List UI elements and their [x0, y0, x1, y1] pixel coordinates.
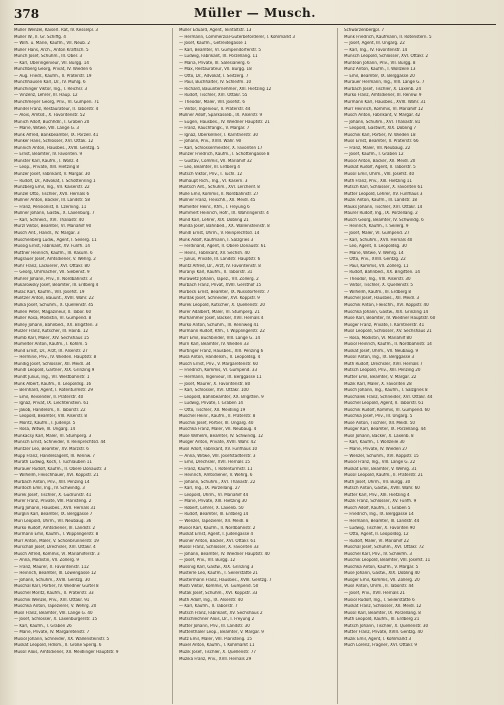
directory-entry: Munsch Ernst, Schneider, V. Reinprechtsd. 44: [14, 440, 106, 446]
directory-entry: — Alois, Amtsd., X. Favoritenstr. 52: [14, 113, 86, 119]
directory-entry: — Leo, Beamter, III. Erdberg 4: [179, 165, 240, 171]
directory-entry: — Karl, Ing., IX. Porzellang. 27: [179, 486, 241, 492]
directory-entry: Mutsch Karl, Schlosser, X. Favoriten 61: [344, 185, 423, 191]
directory-entry: Mukarowsky Josef, Beamter, III. Erdberg 4: [14, 283, 99, 289]
directory-entry: Münch Josef, Schuhm., III. Ober. 3: [14, 54, 83, 60]
directory-entry: Muschal Josef, Schuhm., XVI. Ottakr. 72: [344, 545, 424, 551]
directory-entry: — Maria, Private, III. Salesianerg. 6: [179, 60, 250, 66]
directory-entry: — Rudolf, Bahnbed., XX. Brigitten. 14: [344, 270, 420, 276]
directory-entry: Murer Franz, Private, VIII. Piaristeng. 2: [14, 499, 92, 505]
directory-entry: Murmann Emil, Kaufm., I. Wipplingerstr. 8: [14, 532, 99, 538]
directory-entry: Muskat Ernst, Agent, I. Judengasse 4: [179, 532, 254, 538]
directory-columns: [14, 28, 496, 704]
directory-entry: Mulitsch Ant., Schuhm., XVI. Lerchenf. 8: [179, 185, 260, 191]
directory-entry: Musger Anton, Private, XVIII. Währ. 42: [179, 440, 256, 446]
directory-entry: — Josef, Schlosser, X. Laxenburgerstr. 15: [14, 617, 98, 623]
directory-entry: Murmann Rudolf, Kfm., I. Wipplingerstr. 22: [179, 329, 265, 335]
directory-entry: — Ludwig, Fabrikant, IX. Porzellang. 11: [179, 54, 258, 60]
directory-entry: Musil Leopold, Schlosser, XV. Sechshaus 21: [344, 329, 432, 335]
directory-entry: Muzik Franz, Schlosser, XV. Fünfh. 9: [344, 499, 417, 505]
directory-entry: Muschka Franz, Maler, VII. Neubaug. 4: [179, 427, 257, 433]
directory-entry: — Richard, Bauunternehmer, XIII. Hietzing 12: [179, 86, 272, 92]
directory-entry: Musch Alfred, Kommis, VI. Mariahilferstr. 3: [14, 551, 100, 557]
directory-entry: Murtinger Franz, Hausbes., XIII. Penzing 6: [179, 348, 264, 354]
directory-entry: Murauer Rudolf, Kaufm., II. Obere Donaustr. 3: [14, 466, 107, 472]
directory-entry: Muth Rudolf, Drechsler, XVII. Hernals 7: [344, 361, 423, 367]
directory-entry: Münk Alfred, Bankbeamter, IX. Porzell. 41: [14, 132, 99, 138]
directory-entry: — Leopold, Uhrm., VI. Mariahilf 44: [179, 492, 249, 498]
directory-entry: Müller Wenzel, Kaiserl. Rat, IV. Kesselpl. 3: [14, 28, 98, 33]
directory-entry: Mürzl Viktor, Beamter, VI. Mariahilf 90: [14, 224, 92, 230]
directory-entry: — Johann, Schuhm., XVI. Thaliastr. 81: [344, 119, 421, 125]
directory-entry: Muxel Anton, Kaufm., I. Kohlmarkt 11: [179, 643, 255, 649]
directory-entry: — Josef, Maurer, X. Favoritenstr. 80: [179, 381, 251, 387]
directory-entry: Munk Friedrich, Kaufmann, II. Rotenstern. 5: [344, 34, 432, 40]
directory-entry: Musch Ernst, Priv., V. Margaretenstr. 60: [179, 361, 259, 367]
column-right: [344, 28, 496, 704]
directory-entry: — Johann, Beamter, IV. Wiedner Hauptstr. 40: [179, 551, 270, 557]
directory-entry: — Julius, Private, III. Landstr. Hauptstr. 6: [179, 257, 261, 263]
directory-entry: Muller Rosa, Modistin, VI. Gumpend. 8: [14, 316, 92, 322]
directory-entry: — Robert, Lehrer, X. Laxenb. 50: [179, 505, 244, 511]
directory-entry: — Viktor, Tischler, X. Quellenstr. 5: [344, 283, 413, 289]
directory-entry: Murschall Josef, Drechsler, XVI. Ottakr. 4: [14, 545, 96, 551]
directory-entry: Musil Johann, Bäcker, X. Laxenb. 8: [344, 433, 414, 439]
directory-entry: Mutschlechner Alois, Dr., I. Freyung 2: [179, 617, 255, 623]
directory-entry: Mund Ernst, Dr., Arzt, IX. Alserstr. 27: [14, 348, 88, 354]
column-divider: [337, 28, 338, 704]
directory-entry: — Bernhard, Agent, I. Rotenturmstr. 29: [14, 388, 93, 394]
directory-entry: Muskat Leopold, Hdlsm., II. Große Sperlg. 6: [14, 643, 102, 649]
directory-entry: — Franz, Kaufm., I. Rotenturmstr. 11: [179, 466, 253, 472]
directory-entry: — Josef, Priv., VII. Burgg. 12: [179, 558, 236, 564]
directory-entry: — Leop., Private, XIII. Hietzing 8: [14, 165, 79, 171]
directory-entry: Muschalek Franz, Schneider, XVI. Ottakr. 44: [344, 394, 433, 400]
directory-entry: — Heinrich, Amtsdiener, V. Wehrg. 6: [179, 473, 253, 479]
directory-entry: — Hermine, Priv., IV. Wieden. Hauptstr. 8: [14, 355, 97, 361]
directory-entry: — Vinzenz, Lehrer, III. Haup. 12: [14, 93, 78, 99]
directory-entry: — Wenzel, Schuhm., XVI. Koppstr. 15: [344, 453, 419, 459]
directory-entry: — Friedrich, Kommis, VI. Gumpend. 33: [179, 368, 258, 374]
directory-entry: Mutter Franz, Private, XVIII. Gentzg. 40: [344, 630, 423, 636]
directory-entry: Muse Anton, Tischler, XII. Meidl. 50: [344, 420, 415, 426]
directory-entry: — Karl, Kaufm., II. Taborstr. 7: [179, 604, 238, 610]
directory-entry: — Eugen, Hausbes., IV. Wiedner Hauptstr. 21: [179, 119, 270, 125]
directory-entry: Musil Ernst, Beamter, II. Praterstr. 66: [344, 139, 419, 145]
directory-entry: — Johann, Schuhm., XVIII. Gentzg. 30: [14, 577, 90, 583]
directory-entry: Müller W., II. Gr. Schiffg. 4: [14, 34, 67, 40]
directory-entry: Musger Karl, Beamter, IX. Porzellang. 44: [344, 427, 426, 433]
directory-entry: — Wenzel, Tapezierer, XII. Meidl. 8: [179, 519, 249, 525]
directory-entry: Musch Georg, Beamter, IV. Schwindg. 6: [344, 217, 424, 223]
directory-entry: Müller Hans, Arch., Anton Kraftsch. 5: [14, 47, 89, 53]
directory-entry: Mustermann Franz, Hausbes., XVIII. Gentzg. 7: [179, 577, 272, 583]
directory-entry: Müller Eduard, Agent, Teinfaltstr. 13: [179, 28, 252, 33]
directory-entry: Muttenthaler Leop., Beamter, V. Margar. 9: [179, 630, 264, 636]
directory-entry: — Marie, Witwe, V. Wehrg. 14: [344, 250, 404, 256]
directory-entry: — Marie, Private, XIII. Hietzing 30: [179, 499, 247, 505]
directory-entry: Murer Adalbert, Maler, VI. Stumperg. 21: [179, 309, 260, 315]
directory-entry: — Heinrich, Beamter, III. Löwengasse 12: [14, 571, 97, 577]
directory-entry: Muschel Leopold, Agent, II. Taborstr. 61: [344, 401, 424, 407]
directory-entry: Mussil Emil, Uhrm., VIII. Josefst. 40: [344, 172, 415, 178]
directory-entry: Murr Anton, Maler, V. Schönbrunnerstr. 19: [14, 538, 99, 544]
directory-entry: — Moritz, Kaufm., I. Judenpl. 5: [14, 420, 76, 426]
directory-entry: Murek Josef, Tischler, X. Gudrunstr. 41: [14, 492, 92, 498]
directory-entry: Murbach Franz, Privat, XVIII. Gersthof 15: [179, 283, 262, 289]
directory-entry: Mussil Alois, Amtsdiener, XII. Meidlinger Hauptstr. 9: [14, 649, 119, 655]
directory-entry: Musiol Heinrich, Kaufm., II. Nordbahnstr. 14: [344, 342, 432, 348]
directory-entry: Muskat Emil, Beamter, V. Wehrg. 31: [344, 466, 417, 472]
directory-entry: Muhrer Johann, Priv., II. Nordbahnstr. 3: [14, 276, 92, 282]
directory-entry: Muth Franz, Priv., XIII. Hietzing 11: [344, 178, 412, 184]
directory-entry: Müllner Anton, Bäcker, III. Landstr. 58: [14, 198, 90, 204]
directory-entry: Müssig Ernst, Fabrikant, XV. Fünfh. 14: [14, 244, 90, 250]
directory-entry: Mullner Franz, Fleischh., XII. Meidl. 45: [179, 198, 256, 204]
directory-entry: Mussil Karl, Beamter, IX. Porzellang. 8: [344, 610, 421, 616]
directory-entry: — Ignaz, Oberkellner, I. Kärntnerstr. 30: [179, 132, 258, 138]
directory-entry: Muschka Anton, Kaufm., V. Margar. 5: [344, 564, 419, 570]
directory-entry: — Hermann, Commerzial-Güterbeförderer, I. Kohlmarkt 3: [179, 34, 296, 40]
directory-entry: — Theodor, Ing., VIII. Alserstr. 30: [344, 276, 411, 282]
directory-entry: Munz Anton, Kaufm., I. Wollzeile 13: [344, 67, 416, 73]
directory-entry: — Wilh. u. Marie, Kaufm., VII. Neub. 2: [14, 41, 90, 47]
directory-entry: Murri Karl, Beamter, IV. Wieden 33: [179, 342, 249, 348]
directory-entry: Mulhaupt Rich., Ing., VI. Kasern. 3: [179, 178, 248, 184]
directory-entry: Mutz Emil, Maler, VIII. Piaristeng. 15: [179, 636, 252, 642]
directory-entry: — Wilhelm, Kaufm., III. Erdberg 8: [344, 289, 411, 295]
directory-entry: Münchberg Georg, Privat, IV. Wieden 6: [14, 67, 92, 73]
directory-entry: Müttner Heinrich, Kaufm., III. Rasum. 6: [14, 250, 93, 256]
directory-entry: Muri Leopold, Uhrm., VII. Neubaug. 36: [14, 519, 92, 525]
directory-entry: Münker Hans, Schlosser, XVI. Ottak. 12: [14, 139, 94, 145]
directory-entry: Muschel Josef, Hausbes., XII. Meidl. 3: [344, 296, 420, 302]
directory-entry: — Rudolf, Tischler, XVI. Ottakr. 55: [179, 93, 248, 99]
directory-entry: Murdak Josef, Schneider, XVI. Koppstr. 9: [179, 296, 260, 302]
directory-entry: — Viktor, Ingenieur, II. Praterstr. 44: [179, 106, 251, 112]
directory-entry: Murg Johann, Hausbes., XVII. Hernals 31: [14, 505, 96, 511]
directory-entry: Muschik Rudolf, Kommis, VI. Gumpend. 60: [344, 407, 430, 413]
directory-entry: Murbach Josef, Tischler, X. Laxenb. 24: [344, 86, 422, 92]
column-middle: [179, 28, 331, 704]
directory-entry: Münster Karl, Kaufm., I. Wollz. 4: [14, 158, 79, 164]
directory-entry: Muzik Josef, Tischler, X. Quellenstr. 77: [179, 649, 256, 655]
directory-entry: — Anna, Witwe, VIII. Josefstädterstr. 3: [179, 453, 256, 459]
directory-entry: Mundt Julius, Ing., VII. Westbahnstr. 1: [14, 374, 90, 380]
directory-entry: — Otto, Tischler, XII. Meidling 19: [179, 407, 246, 413]
directory-entry: Musterle Leo, Kaufm., I. Seilerstätte 21: [179, 571, 258, 577]
directory-entry: Mündel Franz, Restaurateur, II. Taborstr. 4: [14, 106, 99, 112]
directory-entry: Münzer Josef, Fabrikant, V. Margar. 30: [14, 172, 91, 178]
directory-entry: Mulitzer Anton, Bauunt., XVIII. Währ. 22: [14, 296, 94, 302]
directory-entry: Muzika Franz, Priv., XVII. Hernals 29: [179, 656, 252, 662]
directory-entry: — Josef, Maler, VI. Gumpend. 27: [344, 230, 410, 236]
directory-entry: Muschal Karl, Portier, IV. Wiedner Gürtel 8: [14, 584, 99, 590]
directory-entry: Münchhausen Karl, Dr., IV. Mühlg. 6: [14, 80, 86, 86]
directory-entry: — Emil, Drechsler, XVII. Hernals 15: [179, 460, 250, 466]
page-number: 378: [14, 7, 40, 21]
directory-entry: — Rosa, Modistin, VI. Mariahilf 80: [344, 335, 412, 341]
directory-entry: Muschel Moritz, Kaufm., II. Praterstr. 33: [14, 591, 94, 597]
directory-entry: Münchinger Viktor, Ing., I. Reichsr. 3: [14, 86, 88, 92]
directory-entry: Mutak Josef, Schuhm., XVI. Koppstr. 33: [179, 591, 258, 597]
directory-entry: Murr Emil, Buchbinder, VIII. Lange G. 14: [179, 335, 261, 341]
directory-entry: Muschka Johann, Gastw., XIX. Grinzing 14: [344, 309, 429, 315]
directory-entry: — Karl, Schneid., XVI. Thaliastr. 40: [14, 217, 84, 223]
directory-entry: Münzel Otto, Tischler, XVII. Hernals 6: [14, 191, 90, 197]
directory-entry: — Jakob, Handelsm., II. Taborstr. 22: [14, 407, 86, 413]
directory-entry: Musch Johann, Ing., Kaufm., I. Salzgries 8: [344, 388, 428, 394]
directory-entry: Mutsch Anton, Gastw., XVIII. Währ. 60: [344, 486, 420, 492]
directory-entry: Mulka Josef, Schuhm., X. Quellenstr. 45: [14, 302, 94, 308]
directory-entry: Mumb Karl, Maler, XIV. Sechshaus 15: [14, 335, 89, 341]
directory-entry: Münzberg Emil, Ing., VII. Kaiserstr. 22: [14, 185, 90, 191]
directory-entry: — Wilhelm, Fleischhauer, XVI. Koppstr. 21: [14, 473, 99, 479]
directory-entry: Mundl Ernst, Uhrm., V. Reinprechtsd. 14: [179, 230, 260, 236]
directory-entry: Mummert Heinrich, Hofr., IX. Währingerstr. 4: [179, 211, 269, 217]
directory-entry: — Friedrich, Ing., IX. Berggasse 14: [344, 512, 414, 518]
directory-entry: Musiol Franz, Ing., VIII. Lange G. 22: [344, 460, 416, 466]
directory-entry: Musti Viktor, Kommis, VI. Gumpend. 50: [179, 584, 259, 590]
directory-entry: Münnich Anton, Hausbes., XVIII. Gentzg. 5: [14, 145, 100, 151]
directory-entry: — Karl, Kaufm., I. Graben 26: [14, 623, 72, 629]
directory-entry: — Otto, Priv., XVIII. Gentzg. 22: [344, 257, 406, 263]
directory-entry: Muzik Emil, Agent, I. Kohlmarkt 3: [344, 636, 412, 642]
directory-entry: Murdoch Emil, Ing., IV. Schwindg. 3: [14, 486, 85, 492]
directory-entry: Murko Franz, Amtsdiener, III. Rennw. 9: [344, 93, 422, 99]
directory-entry: — Johann, Priv., XVIII. Währ. 90: [179, 139, 242, 145]
directory-entry: Much Lorenz, Fragner, XVI. Ottakr. 9: [344, 643, 418, 649]
directory-entry: Mullen Peter, Magazineur, II. Tabor. 60: [14, 309, 92, 315]
directory-entry: — Karl, Ing., IV. Favoritenstr. 14: [344, 47, 408, 53]
directory-entry: — Johann, Schuhm., XVI. Thaliastr. 22: [179, 479, 256, 485]
directory-entry: Munkacsy Karl, Maler, VI. Stumperg. 3: [14, 433, 92, 439]
directory-entry: Müllner Johann, Gastw., X. Laxenburg. 7: [14, 211, 95, 217]
directory-entry: — Franz, Maler, VII. Neubaug. 22: [344, 145, 411, 151]
directory-entry: — Hermann, Ingenieur, IX. Berggasse 11: [179, 374, 262, 380]
directory-entry: — Georg, Uhrmacher, VII. Siebenst. 9: [14, 270, 90, 276]
directory-entry: — Heinrich, Kaufm., I. Seilerg. 9: [344, 224, 409, 230]
directory-entry: — Emil, Beamter, IX. Berggasse 20: [344, 73, 415, 79]
directory-entry: Mugrauer Josef, Amtsdiener, V. Wehrg. 2: [14, 257, 96, 263]
directory-entry: Muskat Franz, Schlosser, XII. Meidl. 12: [344, 604, 422, 610]
directory-entry: — Franz, Pensionist, II. Czerning. 11: [14, 204, 87, 210]
directory-entry: Muschel Heinr., Kaufm., II. Praterstr. 8: [179, 414, 256, 420]
directory-entry: Musiol Johann, Schneider, XX. Wallensteinstr. 5: [14, 636, 110, 642]
directory-entry: — Rudolf, Beamter, III. Erdberg 14: [179, 512, 249, 518]
directory-entry: — Karl, Kaufm., I. Wollzeile 30: [344, 440, 405, 446]
directory-entry: Muzik Anton, Kaufm., III. Landstr. 18: [344, 198, 418, 204]
directory-entry: — Marie, Private, IV. Wieden 27: [344, 447, 408, 452]
column-left: [14, 28, 166, 704]
directory-entry: Muschka Josef, Priv., III. Ungarg. 5: [344, 414, 413, 420]
directory-entry: — Josef, Priv., XVII. Hernals 21: [344, 591, 405, 597]
directory-entry: — Emil, Reisender, II. Praterstr. 40: [14, 394, 84, 400]
directory-entry: Murbach Anton, Priv., XIII. Penzing 14: [14, 479, 90, 485]
directory-entry: Muth Josef, Uhrm., VII. Burgg. 30: [344, 479, 411, 485]
directory-entry: Mundig Josef, Schlosser, XII. Meidl. 34: [14, 361, 91, 367]
directory-entry: Muhr Franz, Lackierer, XVI. Ottakr. 80: [14, 263, 90, 269]
directory-entry: Münchmeyer Georg, Priv., VI. Gumpen. 71: [14, 100, 100, 106]
directory-entry: Muskat Rudolf, Agent, II. Taborstr. 5: [344, 165, 416, 171]
directory-entry: Munsch Leopold, Schlosser, XVI. Ottakr. 2: [344, 54, 429, 60]
directory-entry: — Theodor, Maler, VIII. Josefst. 6: [179, 100, 245, 106]
column-divider: [172, 28, 173, 704]
directory-entry: — Karl, Schlosser, XVI. Ottakr. 100: [179, 388, 249, 394]
directory-entry: Mussil Leopold, Kaufm., II. Praterstr. 21: [344, 473, 423, 479]
directory-entry: — Leo, Agent, II. Leopoldsg. 30: [344, 244, 407, 250]
directory-entry: Musiol Anton, Bäcker, XII. Meidl. 20: [344, 158, 416, 164]
directory-entry: Mundl Leopold, Gärtner, XIX. Grinzing 9: [14, 368, 95, 374]
directory-entry: Murhammer Josef, Bäcker, XVII. Hernals 4: [179, 316, 264, 322]
directory-entry: Mumelter Heinr., Kfm., I. Freyung 6: [179, 204, 250, 210]
directory-entry: Murbeck Ernst, Beamter, IX. Nussdorferstr. 7: [179, 289, 270, 295]
directory-entry: Mutter Leopold, Lehrer, XV. Fünfhaus 3: [344, 191, 423, 197]
directory-entry: Muranyi Karl, Kaufm., II. Taborstr. 31: [179, 270, 253, 276]
directory-entry: Mussil Franz, Schlosser, X. Favoriten 33: [179, 545, 259, 551]
directory-entry: Mutsch Franz, Fabrikant, XV. Sechshaus 2: [179, 610, 263, 616]
directory-entry: Muntz Alfred, Dr., Arzt, IV. Favoritenstr. 8: [179, 263, 261, 269]
directory-entry: Mutsch Johann, Tischler, X. Quellenstr. 30: [344, 623, 429, 629]
directory-entry: Muse Johann, Gastw., XIX. Döbling 40: [344, 571, 420, 577]
directory-entry: Mutter Emil, Beamter, V. Margar. 22: [344, 374, 417, 380]
directory-entry: Mutsch Leopold, Priv., XIII. Penzing 20: [344, 368, 421, 374]
directory-entry: Muzik Karl, Maler, X. Favoriten 28: [344, 381, 412, 387]
directory-entry: Musil Anton, Uhrm., II. Taborstr. 44: [344, 584, 414, 590]
directory-entry: Musil Franz, Beamter, VIII. Lange G. 40: [14, 610, 93, 616]
directory-entry: Muschik Josef, Portier, III. Ungarg. 40: [179, 420, 254, 426]
directory-entry: Murawetz Johann, Tapez., VII. Zollerg. 2: [179, 276, 259, 282]
directory-entry: Müsch Ant., Handl., IV. Margar. 3: [14, 230, 80, 236]
directory-entry: Musch Anton, Fabrikant, V. Margar. 42: [344, 113, 421, 119]
directory-entry: Münich Adolf, Buchhdlr., I. Graben 20: [14, 119, 90, 125]
directory-entry: Muse Karl, Beamter, IV. Wiedner Hauptstr. 60: [344, 316, 436, 322]
directory-entry: — Marie, Witwe, VIII. Lange G. 3: [14, 126, 80, 132]
directory-entry: Mussnig Karl, Gastw., XIX. Grinzing 3: [179, 564, 254, 570]
directory-entry: Muschik Wenzel, Priv., XVI. Ottakr. 91: [14, 597, 90, 603]
directory-entry: — Franz, Rauchfangk., V. Margar. 7: [179, 126, 250, 132]
directory-entry: Muschik Leopold, Beamter, VIII. Josefst. 11: [344, 558, 431, 564]
directory-entry: — Ferdinand, Agent, II. Obere Donaustr. 61: [179, 244, 266, 250]
directory-entry: Münzer Friedrich, Kaufm., I. Schottengasse 8: [179, 152, 270, 158]
directory-entry: — Paul, Buchhalter, IV. Schleifm. 10: [179, 80, 252, 86]
directory-entry: — Karl, Schuhm., XVII. Hernals 40: [344, 237, 413, 243]
directory-entry: Musiol Rudolf, Ing., I. Seilerstätte 6: [344, 597, 415, 603]
directory-entry: — Ignaz, Privat, IX. Liechtenstein. 61: [14, 401, 89, 407]
directory-entry: — Rudolf, Dr., Advokat, I. Schottenring 1: [14, 178, 96, 184]
directory-entry: Murr Heinrich, Kommis, VI. Mariahilf 12: [344, 106, 424, 112]
directory-entry: Mulzer Franz, Kutscher, III. Hainb. 12: [14, 329, 89, 335]
directory-entry: — Otto, Dr., Advokat, I. Seitzerg. 7: [179, 73, 249, 79]
directory-entry: Munda Josef, Bahnbed., XX. Wallensteinstr. 8: [179, 224, 270, 230]
directory-entry: — Marie, Private, IV. Margaretenstr. 7: [14, 630, 90, 636]
directory-entry: Muschka Anton, Tapezierer, V. Wehrg. 20: [14, 604, 97, 610]
directory-entry: — Paul, Kommis, VII. Zollerg. 11: [344, 263, 409, 269]
directory-entry: Musa Anton, Handelsm., II. Leopoldsg. 4: [179, 355, 261, 361]
directory-entry: Musger Franz, Private, I. Kärntnerstr. 41: [344, 322, 425, 328]
directory-entry: Murek Leopold, Kutscher, X. Quellenstr. 20: [179, 302, 265, 308]
directory-entry: Schwarzenbergpl. 7: [344, 28, 385, 33]
directory-entry: Muse Wilhelm, Beamter, IV. Schwindg. 12: [179, 433, 263, 439]
directory-entry: Murauer Hermann, Ing., VIII. Lange G. 7: [344, 80, 425, 86]
directory-entry: Mauks Johann, Tischler, XVI. Ottakr. 14: [344, 204, 423, 210]
directory-entry: Mulac Karl, Kaufm., VIII. Josefst. 19: [14, 289, 85, 295]
directory-entry: Muschik Anton, Fleischh., XVI. Koppstr. 40: [344, 302, 429, 308]
directory-entry: Mütsch Viktor, Priv., I. Tuchl. 12: [179, 172, 243, 178]
directory-entry: — Josef, Kaufm., Getreidegasse 1: [179, 41, 247, 47]
directory-entry: — Rosa, Witwe, III. Ungarg. 14: [14, 427, 76, 433]
directory-entry: — Karl, Oberingenieur, VII. Burgg. 14: [14, 60, 89, 66]
directory-entry: — Karl, Beamter, VI. Gumpendorferstr. 5: [179, 47, 261, 53]
directory-entry: Mussil Anton, Ing., IX. Berggasse 3: [344, 355, 415, 361]
directory-entry: — Hermann, Beamter, III. Landstr. 44: [344, 519, 420, 525]
directory-entry: Mutter Johann, Priv., III. Landstr. 30: [179, 623, 250, 629]
directory-entry: — Leopold, Gastwirt, XIX. Döbling 7: [344, 126, 417, 132]
directory-entry: Muntean Johann, Priv., VII. Burgg. 8: [344, 60, 416, 66]
directory-entry: Muskat Josef, Uhrm., VII. Neubaug. 9: [344, 348, 419, 354]
directory-entry: Musner Anton, Bäcker, XVI. Ottakr. 61: [179, 538, 256, 544]
directory-entry: Musiol Karl, Kaufm., II. Nordbahnstr. 2: [179, 525, 256, 531]
directory-entry: Murko Rudolf, Amtsdiener, III. Landstr. 2: [14, 525, 96, 531]
directory-entry: Mulle Emil, Kommis, II. Nordbahnstr. 27: [179, 191, 259, 197]
directory-entry: — Anna, Modistin, VII. Zollerg. 9: [14, 558, 79, 564]
directory-entry: Musger Emil, Kommis, VII. Zollerg. 20: [344, 577, 420, 583]
directory-entry: Mutter Karl, Priv., XIII. Hietzing 4: [344, 492, 410, 498]
directory-entry: — Rudolf, Maler, VI. Mariahilf 22: [344, 538, 409, 544]
directory-entry: Müllner Adolf, Sparkasseb., IX. Alserstr. 9: [179, 113, 263, 119]
directory-entry: — Aug. Friedr., Kaufm., II. Praterstr. 19: [14, 73, 92, 79]
directory-entry: — Heinr., Fabrikant, XV. Sechsh. 40: [179, 250, 250, 256]
directory-entry: Mumelter Anton, Kaufm., I. Kohlm. 5: [14, 342, 88, 348]
directory-entry: Müschenberg Ludw., Agent, I. Seilerg. 11: [14, 237, 97, 243]
directory-entry: — Franz, Maurer, X. Favoritenstr. 112: [14, 564, 89, 570]
directory-entry: — Ernst, Beamter, IV. Favoriten. 9: [14, 152, 83, 158]
directory-entry: Musil Adolf, Fabrikant, XV. Fünfhaus 10: [179, 447, 258, 452]
directory-entry: Muschik Karl, Portier, IV. Wieden 18: [344, 132, 416, 138]
directory-entry: Muth Leopold, Kaufm., III. Erdberg 21: [344, 617, 420, 623]
directory-entry: Murko Anton, Schuhm., III. Rennweg 41: [179, 322, 259, 328]
directory-entry: Muth Adolf, Ing., IX. Alserstr. 40: [179, 597, 243, 603]
directory-entry: Maurer Rudolf, Ing., IX. Porzellang. 2: [344, 211, 418, 217]
directory-entry: Muschel Karl, Priv., IV. Schleifm. 3: [344, 551, 412, 557]
directory-entry: — Josef, Agent, III. Ungarg. 22: [344, 41, 405, 47]
directory-entry: Musch Adolf, Kaufm., I. Graben 5: [344, 505, 411, 511]
directory-entry: — Max, Restaurateur, VII. Burgg. 18: [179, 67, 252, 73]
directory-entry: — Otto, Agent, II. Leopoldsg. 12: [344, 532, 409, 538]
directory-entry: — Ludwig, Private, I. Graben 14: [179, 401, 244, 407]
directory-entry: — Josef, Kaufm., I. Graben 12: [344, 152, 404, 158]
page-header: [14, 6, 496, 25]
directory-entry: — Leopold, Beamter, VIII. Alserstr. 8: [14, 414, 87, 420]
directory-entry: Mulley Johann, Bahnbed., XX. Brigitten. 3: [14, 322, 98, 328]
running-head: Müller — Musch.: [194, 6, 316, 20]
directory-entry: — Karl, Schlossermeister, X. Favoriten 17: [179, 145, 263, 151]
directory-entry: Muntzer Leo, Beamter, XV. Märzstr. 6: [14, 447, 89, 452]
directory-entry: Mund Karl, Lehrer, XIX. Döbling 21: [179, 217, 249, 223]
directory-entry: Mupp Franz, Handelsagent, III. Rennw. 7: [14, 453, 95, 459]
directory-entry: Murath Ludwig, Koch, I. Tuchlauben 11: [14, 460, 92, 466]
directory-entry: — Ludwig, Tischler, X. Favoriten 90: [344, 525, 415, 531]
directory-entry: Murmann Karl, Hausbes., XVIII. Währ. 31: [344, 100, 426, 106]
directory-entry: Murglin Karl, Beamter, IX. Berggasse 7: [14, 512, 93, 518]
directory-entry: — Gustav, Commis, VII. Mariahilf 32: [179, 158, 252, 164]
directory-entry: Munk Adolf, Kaufmann, I. Salzgries 3: [179, 237, 254, 243]
directory-entry: — Leopold, Bahnbeamter, XX. Brigitten. 9: [179, 394, 264, 400]
directory-entry: Munk Albert, Kaufm., II. Leopoldsg. 16: [14, 381, 92, 387]
